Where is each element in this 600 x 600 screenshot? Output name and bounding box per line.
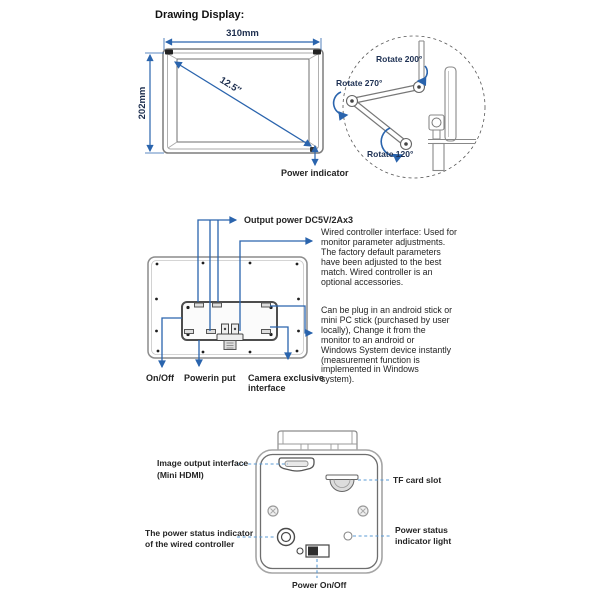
rotate-270-label: Rotate 270°: [336, 78, 383, 88]
on-off-label: On/Off: [146, 373, 174, 383]
power-input-label: Powerin put: [184, 373, 236, 383]
camera-interface-label: Camera exclusive interface: [248, 373, 325, 393]
power-switch-knob: [308, 547, 318, 556]
rotate-200-label: Rotate 200°: [376, 54, 423, 64]
width-extension-lines: [164, 38, 321, 50]
tf-card-label: TF card slot: [393, 475, 442, 485]
power-on-off-label: Power On/Off: [292, 580, 347, 590]
monitor-side-view: [445, 67, 456, 141]
front-view-diagram: [145, 38, 323, 165]
diagonal-size-label: 12.5″: [217, 74, 243, 97]
wired-controller-indicator-inner: [282, 533, 291, 542]
top-mount: [278, 431, 357, 450]
height-dimension-label: 202mm: [137, 86, 148, 120]
image-output-label: Image output interface (Mini HDMI): [157, 458, 249, 480]
plug-stick-note: Can be plug in an android stick or mini PC stick (purchased by user locally), Change it from the monitor to an android or Windows System device instantly (measurement function is implemented in Windows system).: [321, 305, 453, 385]
page-title: Drawing Display:: [155, 9, 245, 21]
corner-pad-left: [165, 50, 173, 55]
power-indicator-led-icon: [344, 532, 352, 540]
wired-power-status-label: The power status indicator of the wired controller: [145, 528, 254, 549]
bracket: [429, 115, 444, 130]
monitor-frame: [163, 49, 323, 153]
power-status-label: Power status indicator light: [395, 525, 452, 546]
bracket-stem: [433, 130, 440, 139]
back-view-diagram: [148, 220, 312, 367]
corner-pad-right: [313, 50, 321, 55]
rotate-arrow-mid: [334, 92, 347, 115]
power-indicator-label: Power indicator: [281, 168, 349, 178]
wired-controller-note: Wired controller interface: Used for monitor parameter adjustments. The factory default parameters have been adjusted to the best match. Wired controller is an optional accessories.: [321, 227, 457, 287]
output-power-label: Output power DC5V/2Ax3: [244, 215, 354, 225]
switch-led-icon: [297, 548, 303, 554]
hdmi-port-slot: [285, 461, 308, 467]
lower-arm: [350, 99, 407, 146]
rotate-120-label: Rotate 120°: [367, 149, 414, 159]
width-dimension-label: 310mm: [226, 28, 259, 39]
camera-box-diagram: [237, 431, 391, 578]
clamp-post: [433, 144, 444, 171]
tf-card-slot-icon: [326, 475, 358, 480]
